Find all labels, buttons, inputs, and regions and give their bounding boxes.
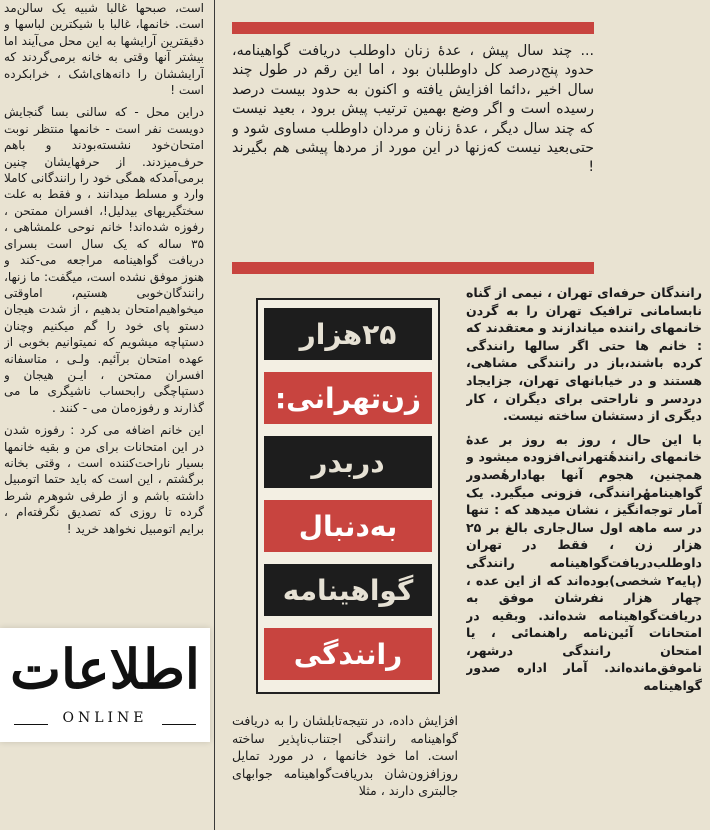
top-article (232, 42, 594, 248)
headline-box (256, 298, 440, 694)
headline-line-4: به‌دنبال (264, 500, 432, 552)
left-column-paragraph: دراین محل - که سالنی بسا گنجایش دویست نفر است - خانمها منتظر نوبت امتحان‌خود نشسته‌بودند و باهم حرف‌میزدند. از حرفهایشان چنین برمی‌آمدکه همگی خود را رانندگانی کاملا وارد و مسلط میدانند ، و فقط به علت سختگیریهای بیدلیل!، افسران ممتحن ، رفوزه شده‌اند! خانم نوحی علمشاهی ، ۳۵ ساله که یک سال است بسرای دریافت گواهینامه مراجعه می-کند و هنوز موفق نشده است، میگفت: ما زنها، رانندگان‌خوبی هستیم، اماوقتی میخواهیم‌امتحان بدهیم ، از شدت هیجان دستو پای خود را گم میکنیم وچنان دستپاچه میشویم که نمیتوانیم بخوبی از عهده امتحان برآئیم. ولـی ، متاسفانه افسران ممتحن ، ایـن هیجان و دستپاچگی رابحساب ناشیگری ما می گذارند و رفوزه‌مان می - کنند . (4, 105, 204, 415)
headline-line-3: دربدر (264, 436, 432, 488)
logo-subtitle: ONLINE (62, 710, 148, 726)
headline-line-2: زن‌تهرانی: (264, 372, 432, 424)
left-column-paragraph: است، صبحها غالبا شبیه یک سالن‌مد است. خانمها، غالبا با شیکترین لباسها و دقیقترین آرایشها به این محل می‌آیند اما بیشتر آنها وقتی به خانه برمی‌گردند که آرایششان را دانه‌های‌اشک ، خرابکرده است ! (4, 1, 204, 98)
left-column-paragraph: این خانم اضافه می کرد : رفوزه شدن در این امتحانات برای من و بقیه خانمها بسیار ناراحت‌کننده است ، وقتی بخانه برگشتم ، این است که باید حتما اتومبیل داشته باشم و از طرفی شوهرم شرط گرده تا روزی که تصدیق نگرفته‌ام ، برایم اتومبیل نخواهد خرید ! (4, 423, 204, 536)
right-column-paragraph: با این حال ، روز به روز بر عدهٔ خانمهای رانندهٔتهرانی‌افزوده میشود و همچنین، هجوم آنها بهادارهٔصدور گواهینامهٔرانندگی، فزونی میگیرد. یک آمار توجه‌انگیز ، نشان میدهد که : تنها در سه ماهه اول سال‌جاری بالغ بر ۲۵ هزار زن ، فقط در تهران داوطلب‌دریافت‌گواهینامه رانندگی (پایه۲ شخصی)بوده‌اند که از این عده ، چهار هزار نفرشان موفق به دریافت‌گواهینامه شده‌اند. وبقیه در امتحانات آئین‌نامه راهنمائی ، یا امتحان رانندگی درشهر، ناموفق‌مانده‌اند. آمار اداره صدور گواهینامه (466, 431, 702, 694)
ettelaat-online-logo (0, 628, 210, 742)
right-column-paragraph: رانندگان حرفه‌ای تهران ، نیمی از گناه نابسامانی ترافیک تهران را به گردن خانمهای راننده میاندازند و معتقدند که : خانم ها حتی اگر سالها رانندگی کرده باشند،باز در رانندگی مشاهی، هستند و در خیابانهای تهران، جزایجاد دردسر و ناراحتی برای دیگران ، کار دیگری از دستشان ساخته نیست. (466, 285, 702, 424)
right-column (466, 284, 702, 830)
logo-wordmark: اطلاعات (10, 637, 200, 701)
headline-line-6: رانندگی (264, 628, 432, 680)
top-article-text: ... چند سال پیش ، عدهٔ زنان داوطلب دریافت گواهینامه، حدود پنج‌درصد کل داوطلبان بود ، اما این رقم در طول چند سال اخیر ،دائما افزایش یافته و اکنون به حدود بیست درصد رسیده است و اگر وضع بهمین ترتیب پیش برود ، بعید نیست که چند سال دیگر ، عدهٔ زنان و مردان داوطلب مساوی شود و حتی‌بعید نیست که‌زنها در این مورد از مردها پیشی هم بگیرند ! (232, 43, 594, 176)
middle-red-rule (232, 262, 594, 274)
middle-column-text: افزایش داده، در نتیجه‌تابلشان را به دریافت گواهینامه رانندگی اجتناب‌ناپذیر ساخته است. اما خود خانمها ، در مورد تمایل روزافزون‌شان بدریافت‌گواهینامه جوابهای جالبتری دارند ، مثلا (232, 713, 458, 799)
top-red-rule (232, 22, 594, 34)
column-divider (214, 0, 215, 830)
middle-column (232, 712, 458, 830)
headline-line-1: ۲۵هزار (264, 308, 432, 360)
logo-divider (162, 724, 196, 725)
headline-line-5: گواهینامه (264, 564, 432, 616)
